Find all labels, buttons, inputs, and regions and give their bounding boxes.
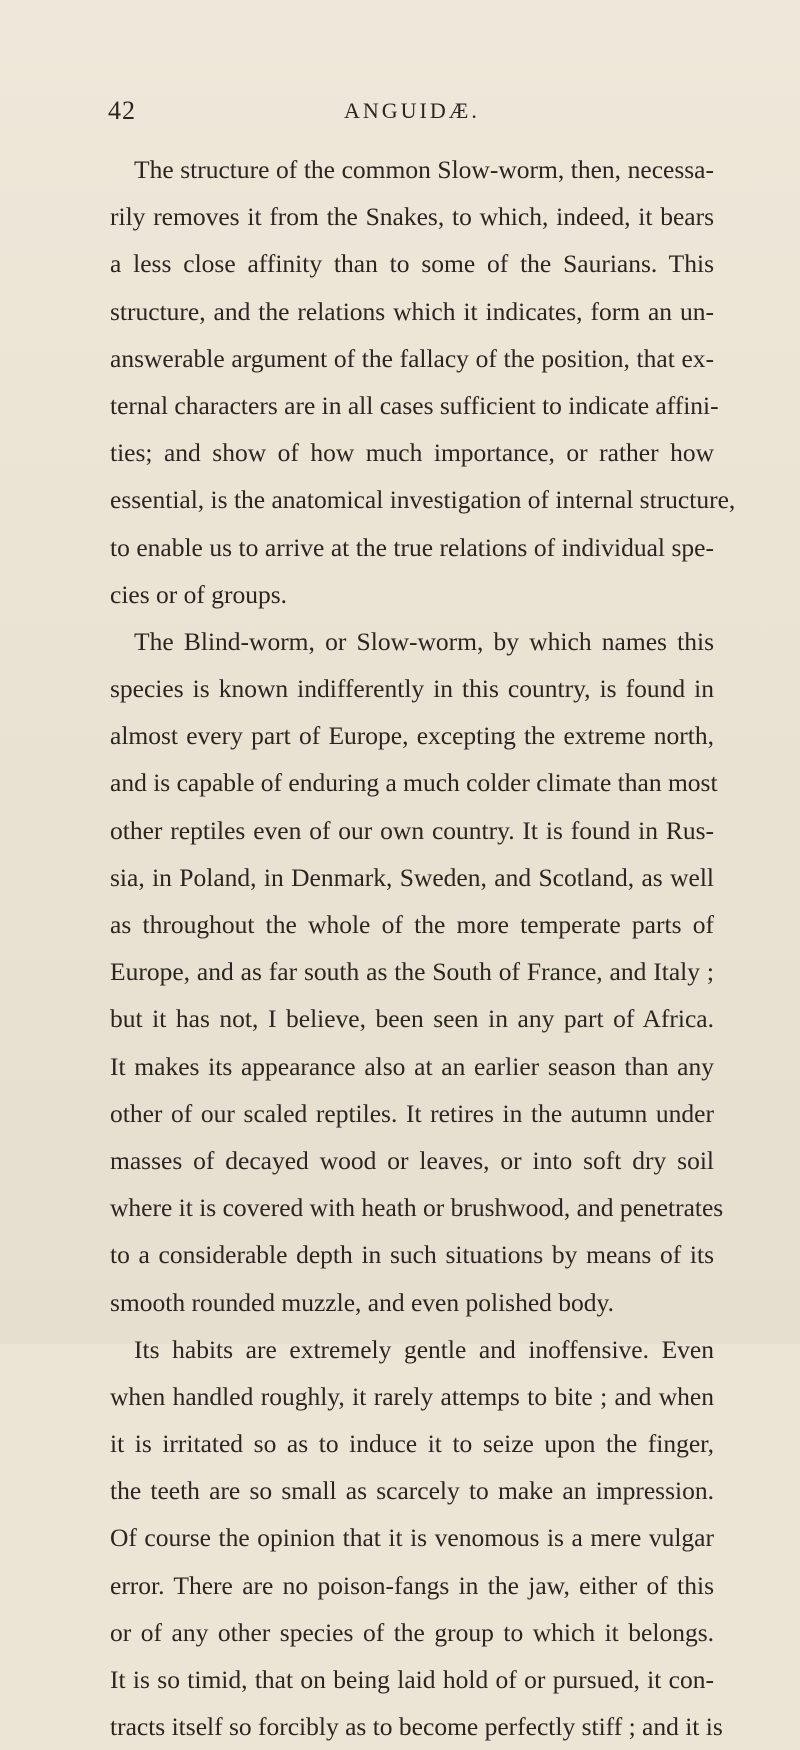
text-line: as throughout the whole of the more temperate parts of — [110, 910, 714, 939]
text-line: masses of decayed wood or leaves, or into soft dry soil — [110, 1145, 714, 1175]
text-line: almost every part of Europe, excepting the extreme north, — [110, 721, 714, 751]
text-line: where it is covered with heath or brushwood, and penetrates — [110, 1193, 724, 1223]
text-line: or of any other species of the group to which it belongs. — [110, 1617, 714, 1647]
text-line: structure, and the relations which it indicates, form an un- — [110, 296, 714, 326]
text-line: The Blind-worm, or Slow-worm, by which names this — [134, 626, 714, 656]
text-line: The structure of the common Slow-worm, then, necessa- — [134, 155, 714, 184]
body-text — [110, 146, 736, 1750]
running-head — [108, 96, 708, 136]
page-number: 42 — [108, 96, 136, 125]
text-line: to enable us to arrive at the true relations of individual spe- — [110, 532, 714, 562]
text-line: and is capable of enduring a much colder climate than most — [110, 768, 718, 798]
text-line: smooth rounded muzzle, and even polished body. — [110, 1287, 614, 1317]
text-line: Its habits are extremely gentle and inoffensive. Even — [134, 1334, 714, 1364]
text-line: a less close affinity than to some of the Saurians. This — [110, 249, 714, 279]
text-line: It is so timid, that on being laid hold of or pursued, it con- — [110, 1665, 714, 1694]
text-line: rily removes it from the Snakes, to which, indeed, it bears — [110, 202, 714, 232]
text-line: but it has not, I believe, been seen in any part of Africa. — [110, 1004, 714, 1034]
text-line: Europe, and as far south as the South of France, and Italy ; — [110, 957, 714, 987]
text-line: It makes its appearance also at an earlier season than any — [110, 1051, 714, 1081]
text-line: the teeth are so small as scarcely to make an impression. — [110, 1476, 714, 1506]
text-line: to a considerable depth in such situations by means of its — [110, 1240, 714, 1270]
text-line: Of course the opinion that it is venomous is a mere vulgar — [110, 1523, 714, 1553]
text-line: error. There are no poison-fangs in the jaw, either of this — [110, 1570, 714, 1600]
text-line: answerable argument of the fallacy of the position, that ex- — [110, 343, 714, 373]
text-line: essential, is the anatomical investigation of internal structure, — [110, 485, 736, 515]
text-line: species is known indifferently in this country, is found in — [110, 674, 714, 704]
text-line: when handled roughly, it rarely attemps to bite ; and when — [110, 1381, 714, 1411]
text-line: tracts itself so forcibly as to become perfectly stiff ; and it is — [110, 1712, 723, 1742]
text-line: ternal characters are in all cases sufficient to indicate affini- — [110, 390, 719, 420]
running-head-title: ANGUIDÆ. — [344, 98, 480, 123]
text-line: cies or of groups. — [110, 579, 288, 609]
text-line: ties; and show of how much importance, or rather how — [110, 438, 714, 468]
text-line: sia, in Poland, in Denmark, Sweden, and Scotland, as well — [110, 862, 714, 892]
text-line: other of our scaled reptiles. It retires in the autumn under — [110, 1098, 714, 1128]
text-line: other reptiles even of our own country. It is found in Rus- — [110, 815, 714, 845]
text-line: it is irritated so as to induce it to seize upon the finger, — [110, 1429, 714, 1459]
